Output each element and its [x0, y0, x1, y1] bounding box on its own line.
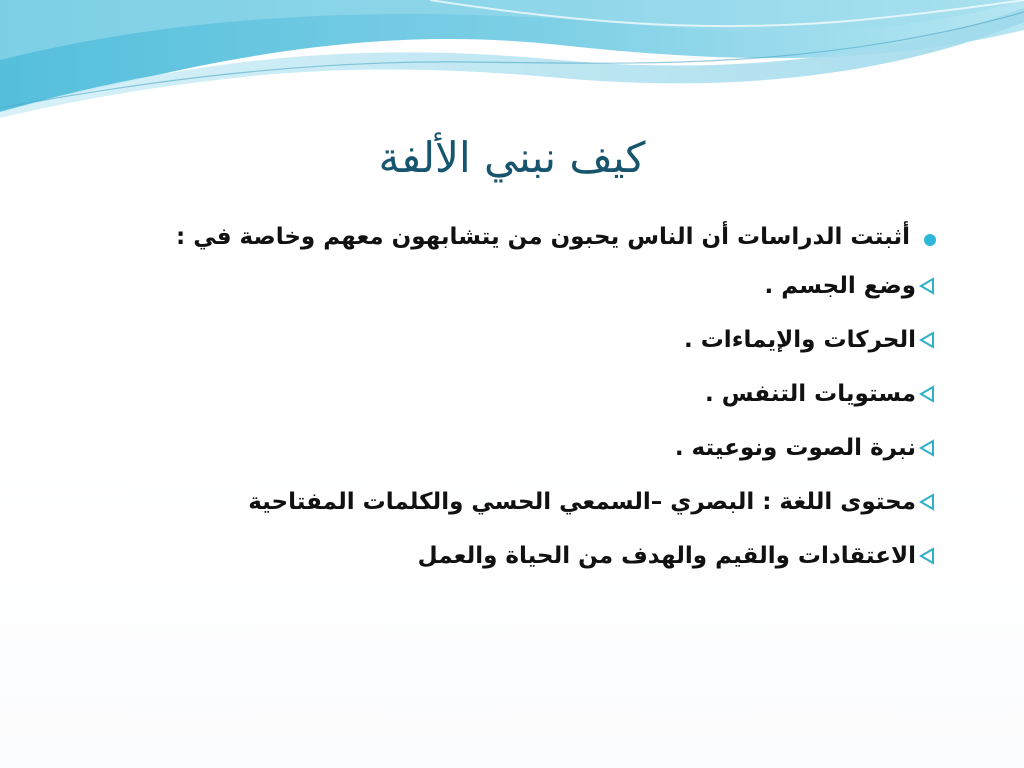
- list-item: [116, 487, 936, 517]
- triangle-arrow-icon: [918, 493, 936, 511]
- list-item: [116, 541, 936, 571]
- slide-title: كيف نبني الألفة: [378, 133, 646, 182]
- intro-bullet: [116, 222, 936, 253]
- list-item-text: وضع الجسم .: [764, 273, 916, 299]
- dot-bullet-icon: [924, 234, 936, 246]
- list-item-text: محتوى اللغة : البصري –السمعي الحسي والكلمات المفتاحية: [248, 489, 916, 515]
- intro-text: أثبتت الدراسات أن الناس يحبون من يتشابهون معهم وخاصة في :: [176, 224, 910, 250]
- decorative-wave-header: [0, 0, 1024, 130]
- list-item: [116, 325, 936, 355]
- triangle-arrow-icon: [918, 547, 936, 565]
- bullet-list: [116, 271, 936, 571]
- list-item-text: الاعتقادات والقيم والهدف من الحياة والعمل: [417, 543, 916, 569]
- triangle-arrow-icon: [918, 277, 936, 295]
- list-item-text: الحركات والإيماءات .: [683, 327, 916, 353]
- slide-body: [116, 222, 936, 595]
- list-item: [116, 271, 936, 301]
- list-item: [116, 379, 936, 409]
- triangle-arrow-icon: [918, 385, 936, 403]
- triangle-arrow-icon: [918, 439, 936, 457]
- triangle-arrow-icon: [918, 331, 936, 349]
- list-item-text: نبرة الصوت ونوعيته .: [674, 435, 916, 461]
- list-item: [116, 433, 936, 463]
- list-item-text: مستويات التنفس .: [705, 381, 916, 407]
